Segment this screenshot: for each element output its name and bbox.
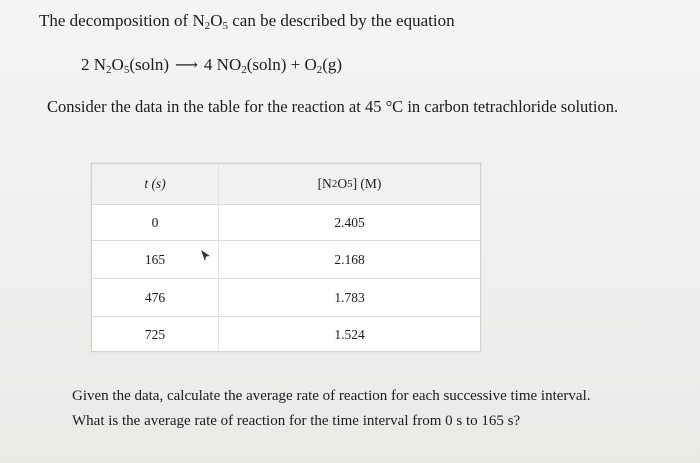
conc-part: ] (M) <box>352 176 382 191</box>
concentration-cell: 1.783 <box>334 290 365 305</box>
eq-sub: 5 <box>123 64 130 76</box>
eq-part: O <box>111 55 124 74</box>
eq-part: (g) <box>322 55 343 74</box>
conc-part: [N <box>317 176 332 191</box>
reaction-arrow-icon: ⟶ <box>174 57 198 74</box>
eq-part: 2 N <box>81 55 107 74</box>
intro-sub: 2 <box>204 20 211 32</box>
intro-part: can be described by the equation <box>228 11 455 30</box>
table-row <box>92 204 480 241</box>
time-cell: 165 <box>92 241 219 279</box>
eq-sub: 2 <box>316 64 323 76</box>
table-row <box>92 240 480 279</box>
eq-part: (soln) + O <box>246 55 317 74</box>
data-table <box>91 163 481 352</box>
intro-part: O <box>210 11 223 30</box>
table-row <box>92 278 480 317</box>
intro-sub: 5 <box>222 20 228 32</box>
conc-part: O <box>337 176 348 191</box>
table-row <box>92 316 480 352</box>
consider-text: Consider the data in the table for the reaction at 45 °C in carbon tetrachloride solution. <box>47 97 619 116</box>
reaction-equation <box>81 55 342 76</box>
intro-part: The decomposition of N <box>39 11 205 30</box>
time-cell: 0 <box>92 205 219 241</box>
time-header-label: t (s) <box>144 176 166 191</box>
time-cell: 476 <box>92 279 219 317</box>
time-cell: 725 <box>92 317 219 352</box>
instruction-text: Given the data, calculate the average rate of reaction for each successive time interval. <box>72 388 591 404</box>
eq-part: 4 NO <box>203 55 242 74</box>
eq-sub: 2 <box>106 64 112 76</box>
question-text: What is the average rate of reaction for the time interval from 0 s to 165 s? <box>72 413 521 429</box>
intro-text <box>39 11 455 32</box>
mouse-cursor-icon <box>201 250 211 262</box>
time-header <box>92 164 219 204</box>
concentration-cell: 2.405 <box>334 215 365 230</box>
eq-part: (soln) <box>129 55 169 74</box>
eq-sub: 2 <box>241 64 247 76</box>
table-header-row <box>92 164 480 204</box>
conc-sub: 5 <box>347 178 353 190</box>
concentration-header <box>219 164 480 204</box>
concentration-cell: 1.524 <box>334 326 365 342</box>
conc-sub: 2 <box>331 178 338 190</box>
concentration-cell: 2.168 <box>334 252 365 267</box>
